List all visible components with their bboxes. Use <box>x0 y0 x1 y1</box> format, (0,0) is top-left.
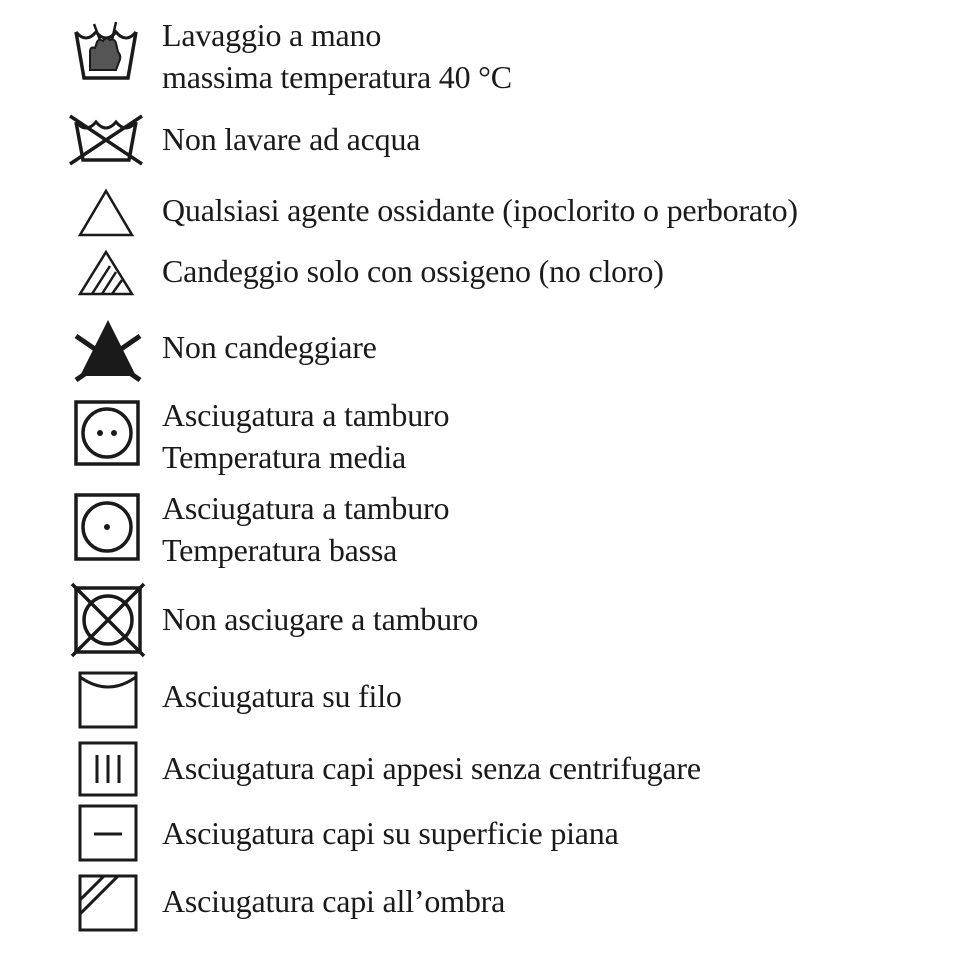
tumble-dry-medium-icon <box>66 400 146 470</box>
legend-item-label: Non lavare ad acqua <box>162 121 421 157</box>
oxygen-bleach-icon <box>66 248 146 298</box>
legend-item-label: Asciugatura capi all’ombra <box>162 883 506 919</box>
do-not-tumble-dry-icon <box>66 584 150 658</box>
legend-item-label: Asciugatura capi appesi senza centrifugare <box>162 750 701 786</box>
tumble-dry-low-icon <box>66 493 146 565</box>
legend-item-label: Asciugatura a tamburo Temperatura bassa <box>162 490 450 568</box>
legend-item-label: Non candeggiare <box>162 329 377 365</box>
legend-item-label: Asciugatura a tamburo Temperatura media <box>162 397 450 475</box>
hand-wash-icon <box>66 18 146 88</box>
any-bleach-icon <box>66 187 146 239</box>
legend-item-label: Lavaggio a mano massima temperatura 40 °C <box>162 17 512 95</box>
legend-item-label: Asciugatura su filo <box>162 678 402 714</box>
dry-flat-icon <box>66 804 146 864</box>
legend-item-label: Candeggio solo con ossigeno (no cloro) <box>162 253 664 289</box>
do-not-bleach-icon <box>66 314 150 384</box>
line-dry-icon <box>66 671 146 731</box>
drip-dry-icon <box>66 741 146 799</box>
legend-item-label: Asciugatura capi su superficie piana <box>162 815 619 851</box>
legend-item-label: Qualsiasi agente ossidante (ipoclorito o perborato) <box>162 192 798 228</box>
do-not-wash-icon <box>66 112 148 168</box>
dry-in-shade-icon <box>66 874 146 934</box>
legend-item-label: Non asciugare a tamburo <box>162 601 479 637</box>
